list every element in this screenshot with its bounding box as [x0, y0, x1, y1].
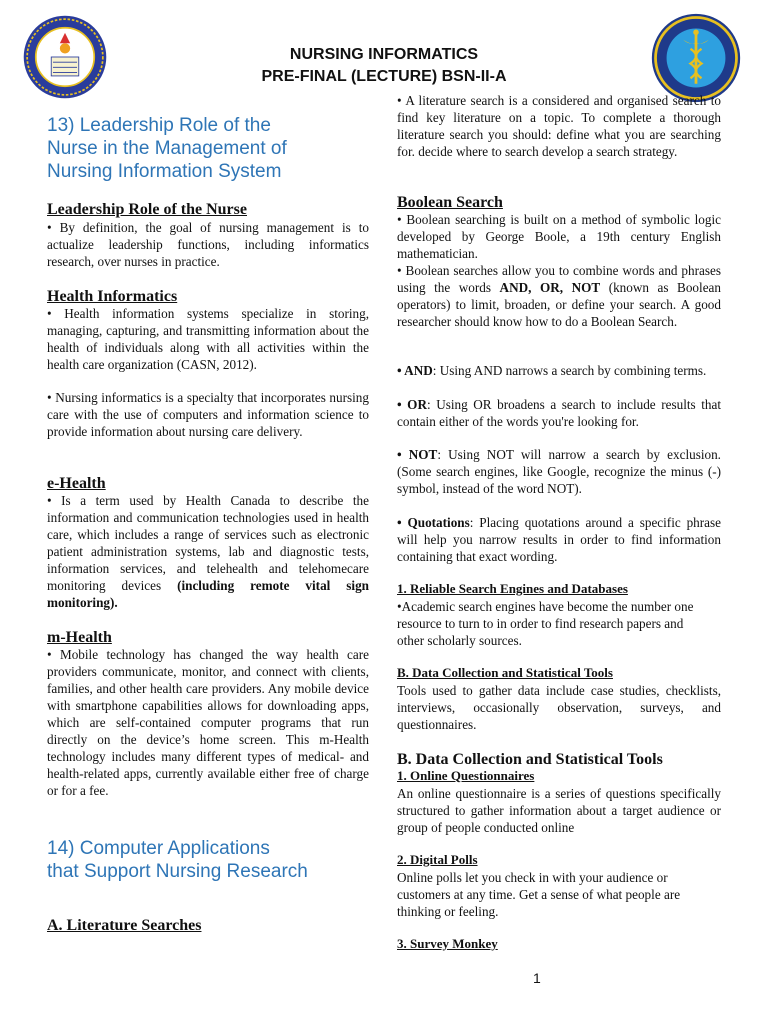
- ehealth-heading: e-Health: [47, 475, 106, 492]
- mhealth-paragraph: • Mobile technology has changed the way health care providers communicate, monitor, and connect with clients, families, and other health care providers. Any mobile device with smartphone capabilities allows for downloading apps, which are self-contained computer programs that run directly on the device’s home screen. This m-Health technology includes many different types of medical- and health-related apps, currently available either free of charge or for a fee.: [47, 647, 369, 798]
- section-13-title: 13) Leadership Role of the Nurse in the Management of Nursing Information System: [47, 115, 287, 182]
- course-subtitle: PRE-FINAL (LECTURE) BSN-II-A: [261, 68, 507, 85]
- leadership-heading: Leadership Role of the Nurse: [47, 201, 247, 218]
- boolean-paragraph-2: • Boolean searches allow you to combine words and phrases using the words AND, OR, NOT (known as Boolean operators) to limit, broaden, or define your search. A good researcher should know how to do a Boolean Search.: [397, 263, 721, 329]
- survey-monkey-heading: 3. Survey Monkey: [397, 936, 498, 951]
- leadership-paragraph: • By definition, the goal of nursing management is to actualize leadership functions, including informatics research, over nurses in practice.: [47, 220, 369, 269]
- or-operator-item: • OR: Using OR broadens a search to include results that contain either of the words you're looking for.: [397, 397, 721, 429]
- and-operator-item: • AND: Using AND narrows a search by combining terms.: [397, 363, 707, 378]
- literature-searches-heading: A. Literature Searches: [47, 917, 202, 934]
- digital-polls-paragraph: Online polls let you check in with your audience or customers at any time. Get a sense of what people are thinking or feeling.: [397, 870, 681, 919]
- mhealth-heading: m-Health: [47, 629, 112, 646]
- not-operator-item: • NOT: Using NOT will narrow a search by exclusion. (Some search engines, like Google, recognize the minus (-) symbol, instead of the word NOT).: [397, 447, 721, 496]
- data-collection-paragraph: Tools used to gather data include case studies, checklists, interviews, occasionally observation, surveys, and questionnaires.: [397, 683, 721, 732]
- digital-polls-heading: 2. Digital Polls: [397, 852, 478, 867]
- data-collection-heading-small: B. Data Collection and Statistical Tools: [397, 665, 613, 680]
- online-questionnaires-paragraph: An online questionnaire is a series of questions specifically structured to gather information about a target audience or group of people conducted online: [397, 786, 721, 835]
- health-informatics-paragraph-2: • Nursing informatics is a specialty that incorporates nursing care with the use of computers and information science to provide information about nursing care delivery.: [47, 390, 369, 439]
- ehealth-paragraph: • Is a term used by Health Canada to describe the information and communication technologies used in health care, which includes a range of services such as electronic patient administration systems, lab and diagnostic tests, information services, and telehealth and telehomecare monitoring devices (including remote vital sign monitoring).: [47, 493, 370, 610]
- data-collection-heading-large: B. Data Collection and Statistical Tools: [397, 751, 663, 768]
- course-title: NURSING INFORMATICS: [289, 46, 479, 63]
- health-informatics-paragraph-1: • Health information systems specialize in storing, managing, capturing, and transmitting information about the health of individuals along with all activities within the health care organization (CASN, 2012).: [47, 306, 369, 372]
- section-14-title: 14) Computer Applications that Support Nursing Research: [47, 838, 308, 882]
- health-informatics-heading: Health Informatics: [47, 288, 178, 305]
- document-header: [0, 44, 768, 88]
- online-questionnaires-heading: 1. Online Questionnaires: [397, 768, 535, 783]
- boolean-search-heading: Boolean Search: [397, 194, 503, 211]
- quotations-item: • Quotations: Placing quotations around a specific phrase will help you narrow results in order to find information containing that exact wording.: [397, 515, 721, 564]
- page-number: 1: [533, 970, 541, 986]
- literature-search-paragraph: • A literature search is a considered and organised search to find key literature on a topic. To complete a thorough literature search you should: define what you are searching for. decide where to search develop a search strategy.: [397, 93, 721, 159]
- reliable-search-paragraph: •Academic search engines have become the number one resource to turn to in order to find research papers and other scholarly sources.: [397, 599, 694, 648]
- boolean-paragraph-1: • Boolean searching is built on a method of symbolic logic developed by George Boole, a 19th century English mathematician.: [397, 212, 721, 261]
- reliable-search-engines-heading: 1. Reliable Search Engines and Databases: [397, 581, 628, 596]
